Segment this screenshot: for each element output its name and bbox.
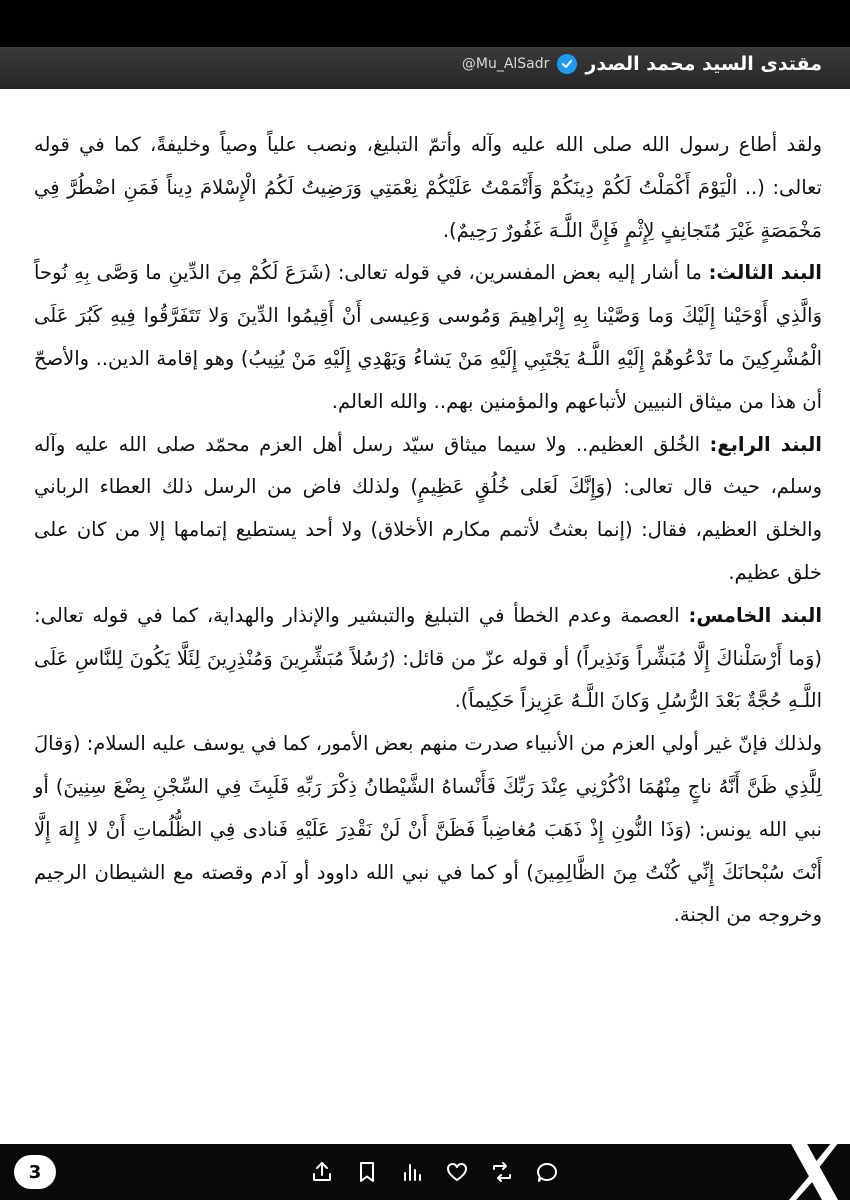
item-4 [34,424,822,595]
top-black-band [0,0,850,47]
bookmark-icon[interactable] [355,1160,379,1184]
item-5-text: العصمة وعدم الخطأ في التبليغ والتبشير والإنذار والهداية، كما في قوله تعالى: (وَما أَرْسَلْناكَ إِلَّا مُبَشِّراً وَنَذِيراً) أو قوله عزّ من قائل: (رُسُلاً مُبَشِّرِينَ وَمُنْذِرِينَ لِئَلَّا يَكُونَ لِلنَّاسِ عَلَى اللَّـهِ حُجَّةٌ بَعْدَ الرُّسُلِ وَكانَ اللَّـهُ عَزِيزاً حَكِيماً). [34,603,822,713]
item-4-text: الخُلق العظيم.. ولا سيما ميثاق سيّد رسل أهل العزم محمّد صلى الله عليه وآله وسلم، حيث قال تعالى: (وَإِنَّكَ لَعَلى خُلُقٍ عَظِيمٍ) ولذلك فاض من الرسل ذلك العطاء الرباني والخلق العظيم، فقال: (إنما بعثتُ لأتمم مكارم الأخلاق) ولا أحد يستطيع إتمامها إلا من كان على خلق عظيم. [34,432,822,584]
share-icon[interactable] [310,1160,334,1184]
tweet-actions [310,1160,559,1184]
x-logo-icon [786,1142,842,1200]
page-number-badge: 3 [14,1155,56,1189]
author-handle[interactable]: @Mu_AlSadr [461,56,550,72]
paragraph-closing: ولذلك فإنّ غير أولي العزم من الأنبياء صدرت منهم بعض الأمور، كما في يوسف عليه السلام: (وَقالَ لِلَّذِي ظَنَّ أَنَّهُ ناجٍ مِنْهُمَا اذْكُرْنِي عِنْدَ رَبِّكَ فَأَنْساهُ الشَّيْطانُ ذِكْرَ رَبِّهِ فَلَبِثَ فِي السِّجْنِ بِضْعَ سِنِينَ) أو نبي الله يونس: (وَذَا النُّونِ إِذْ ذَهَبَ مُغاضِباً فَظَنَّ أَنْ لَنْ نَقْدِرَ عَلَيْهِ فَنادى فِي الظُّلُماتِ أَنْ لا إِلهَ إِلَّا أَنْتَ سُبْحانَكَ إِنِّي كُنْتُ مِنَ الظَّالِمِينَ) أو كما في نبي الله داوود أو آدم وقصته مع الشيطان الرجيم وخروجه من الجنة. [34,732,822,927]
verified-badge-icon [557,54,577,74]
article-body [34,124,822,937]
item-5-label: البند الخامس: [688,603,822,627]
repost-icon[interactable] [490,1160,514,1184]
item-4-label: البند الرابع: [709,432,822,456]
item-3-text: ما أشار إليه بعض المفسرين، في قوله تعالى: (شَرَعَ لَكُمْ مِنَ الدِّينِ ما وَصَّى بِهِ نُوحاً وَالَّذِي أَوْحَيْنا إِلَيْكَ وَما وَصَّيْنا بِهِ إِبْراهِيمَ وَمُوسى وَعِيسى أَنْ أَقِيمُوا الدِّينَ وَلا تَتَفَرَّقُوا فِيهِ كَبُرَ عَلَى الْمُشْرِكِينَ ما تَدْعُوهُمْ إِلَيْهِ اللَّـهُ يَجْتَبِي إِلَيْهِ مَنْ يَشاءُ وَيَهْدِي إِلَيْهِ مَنْ يُنِيبُ) وهو إقامة الدين.. والأصحّ أن هذا من ميثاق النبيين لأتباعهم والمؤمنين بهم.. والله العالم. [34,261,822,413]
reply-icon[interactable] [535,1160,559,1184]
item-3-label: البند الثالث: [708,261,822,285]
author-name[interactable]: مقتدى السيد محمد الصدر [585,53,822,75]
paragraph-intro: ولقد أطاع رسول الله صلى الله عليه وآله وأتمّ التبليغ، ونصب علياً وصياً وخليفةً، كما في قوله تعالى: (.. الْيَوْمَ أَكْمَلْتُ لَكُمْ دِينَكُمْ وَأَتْمَمْتُ عَلَيْكُمْ نِعْمَتِي وَرَضِيتُ لَكُمُ الْإِسْلامَ دِيناً فَمَنِ اضْطُرَّ فِي مَخْمَصَةٍ غَيْرَ مُتَجانِفٍ لِإِثْمٍ فَإِنَّ اللَّـهَ غَفُورٌ رَحِيمٌ). [34,133,822,242]
like-icon[interactable] [445,1160,469,1184]
views-icon[interactable] [400,1160,424,1184]
author-block[interactable] [462,53,822,75]
item-5 [34,595,822,723]
item-3 [34,252,822,423]
